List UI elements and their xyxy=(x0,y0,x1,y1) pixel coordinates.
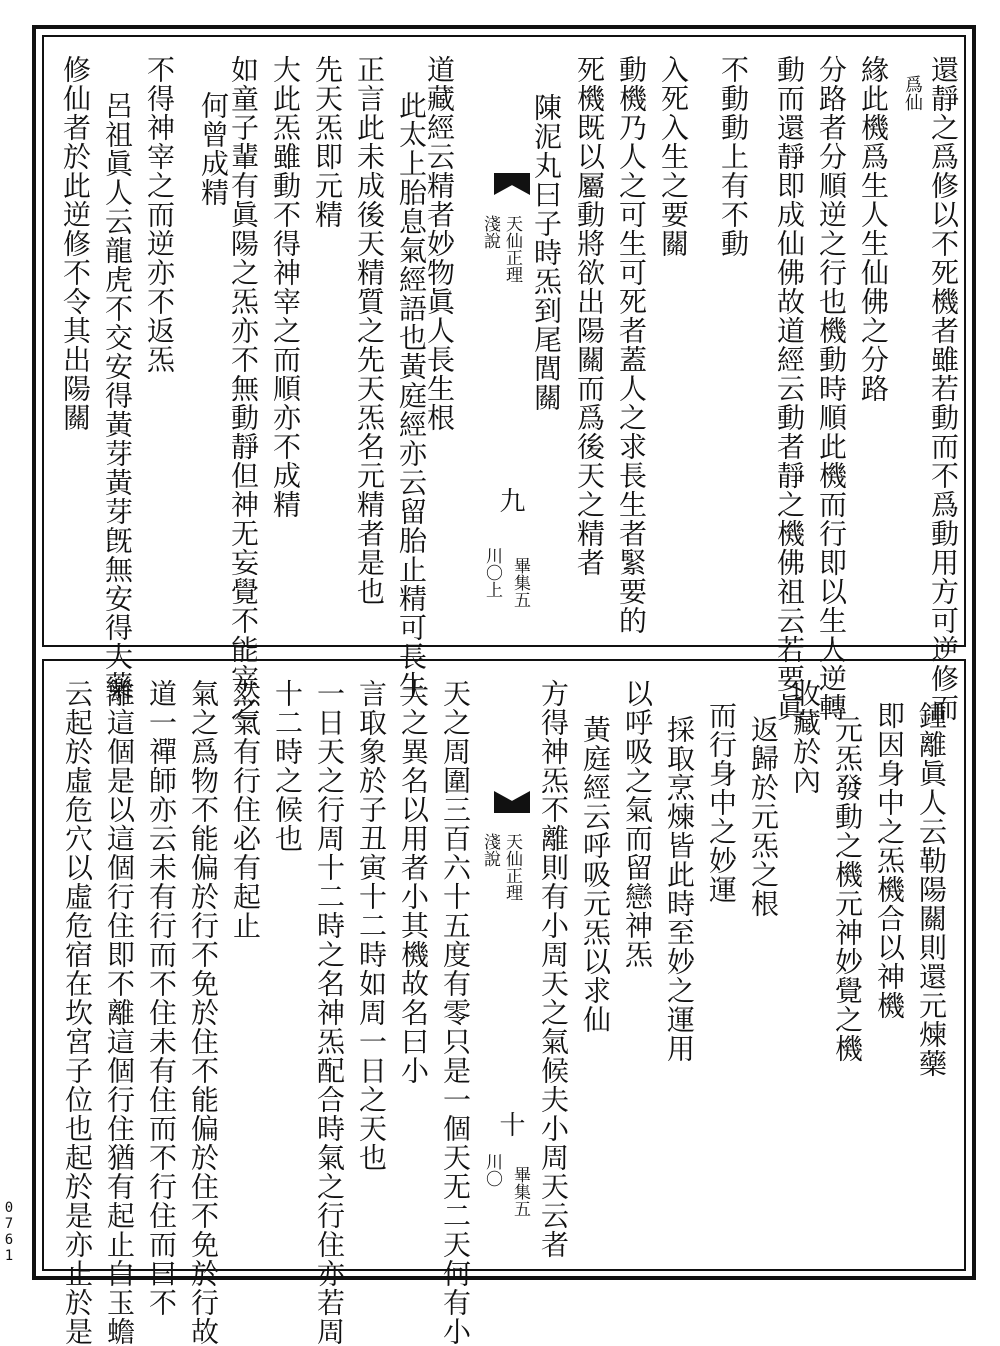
text-column: 鍾離眞人云勒陽關則還元煉藥 xyxy=(915,701,948,1078)
text-column: 大此炁雖動不得神宰之而順亦不成精 xyxy=(269,55,302,519)
text-column: 然氣有行住必有起止 xyxy=(229,679,262,940)
text-column: 分路者分順逆之行也機動時順此機而行即以生人逆轉 xyxy=(815,55,848,722)
text-column: 一日天之行周十二時之名神炁配合時氣之行住亦若周 xyxy=(313,679,346,1346)
text-column: 黃庭經云呼吸元炁以求仙 xyxy=(579,715,612,1034)
text-column: 動而還靜即成仙佛故道經云動者靜之機佛祖云若要眞 xyxy=(773,55,806,722)
bottom-page xyxy=(42,659,966,1346)
book-subtitle: 淺說 xyxy=(480,833,500,867)
text-column: 方得神炁不離則有小周天之氣候夫小周天云者 xyxy=(537,679,570,1259)
text-column: 不動動上有不動 xyxy=(717,55,750,258)
top-page xyxy=(42,35,966,722)
collection-label: 畢集五 xyxy=(510,1166,530,1217)
text-column: 還靜之爲修以不死機者雖若動而不爲動用方可逆修而 xyxy=(927,55,960,722)
text-column: 道一禪師亦云未有行而不住未有住而不行住而曰不 xyxy=(145,679,178,1317)
volume-note: 川〇上 xyxy=(482,547,502,598)
text-column: 大之異名以用者小其機故名曰小 xyxy=(397,679,430,1085)
fishtail-mark xyxy=(494,791,530,813)
text-column: 元炁發動之機元神妙覺之機 xyxy=(831,715,864,1063)
page-number: 十 xyxy=(495,1111,525,1137)
page-frame xyxy=(32,25,976,1346)
text-column: 道藏經云精者妙物眞人長生根 xyxy=(423,55,456,432)
text-column: 呂祖眞人云龍虎不交安得黃芽黃芽旣無安得大藥 xyxy=(101,91,134,700)
page-number: 九 xyxy=(495,487,525,513)
text-column: 氣之爲物不能偏於行不免於住不能偏於住不免於行故 xyxy=(187,679,220,1346)
text-column: 天之周圍三百六十五度有零只是一個天无二天何有小 xyxy=(439,679,472,1346)
text-column: 返歸於元炁之根 xyxy=(747,715,780,918)
text-column-note: 爲仙 xyxy=(902,75,923,111)
text-column: 言取象於子丑寅十二時如周一日之天也 xyxy=(355,679,388,1172)
book-title: 天仙正理 xyxy=(502,833,522,901)
fishtail-mark xyxy=(494,173,530,195)
text-column: 十二時之候也 xyxy=(271,679,304,853)
text-column: 何曾成精 xyxy=(197,91,230,207)
text-column: 離這個是以這個行住即不離這個行住猶有起止白玉蟾 xyxy=(103,679,136,1346)
text-column: 正言此未成後天精質之先天炁名元精者是也 xyxy=(353,55,386,606)
text-column: 不得神宰之而逆亦不返炁 xyxy=(143,55,176,374)
text-column: 陳泥丸曰子時炁到尾閭關 xyxy=(530,93,563,412)
text-column: 即因身中之炁機合以神機 xyxy=(873,701,906,1020)
text-column: 採取烹煉皆此時至妙之運用 xyxy=(663,715,696,1063)
text-column: 入死入生之要關 xyxy=(657,55,690,258)
text-column: 緣此機爲生人生仙佛之分路 xyxy=(857,55,890,403)
archive-number: 0761 xyxy=(1,1200,17,1264)
book-subtitle: 淺說 xyxy=(480,215,500,249)
text-column: 先天炁即元精 xyxy=(311,55,344,229)
volume-note: 川〇 xyxy=(482,1153,502,1187)
text-column: 此太上胎息氣經語也黃庭經亦云留胎止精可長生 xyxy=(395,91,428,700)
text-column: 如童子輩有眞陽之炁亦不無動靜但神无妄覺不能宰之 xyxy=(227,55,260,722)
collection-label: 畢集五 xyxy=(510,557,530,608)
text-column: 而行身中之妙運 xyxy=(705,701,738,904)
text-column: 云起於虛危穴以虛危宿在坎宮子位也起於是亦止於是 xyxy=(61,679,94,1346)
text-column: 動機乃人之可生可死者蓋人之求長生者緊要的 xyxy=(615,55,648,635)
text-column: 以呼吸之氣而留戀神炁 xyxy=(621,679,654,969)
text-column: 修仙者於此逆修不令其出陽關 xyxy=(59,55,92,432)
text-column: 死機既以屬動將欲出陽關而爲後天之精者 xyxy=(573,55,606,577)
text-column: 收藏於內 xyxy=(789,679,822,795)
book-title: 天仙正理 xyxy=(502,215,522,283)
